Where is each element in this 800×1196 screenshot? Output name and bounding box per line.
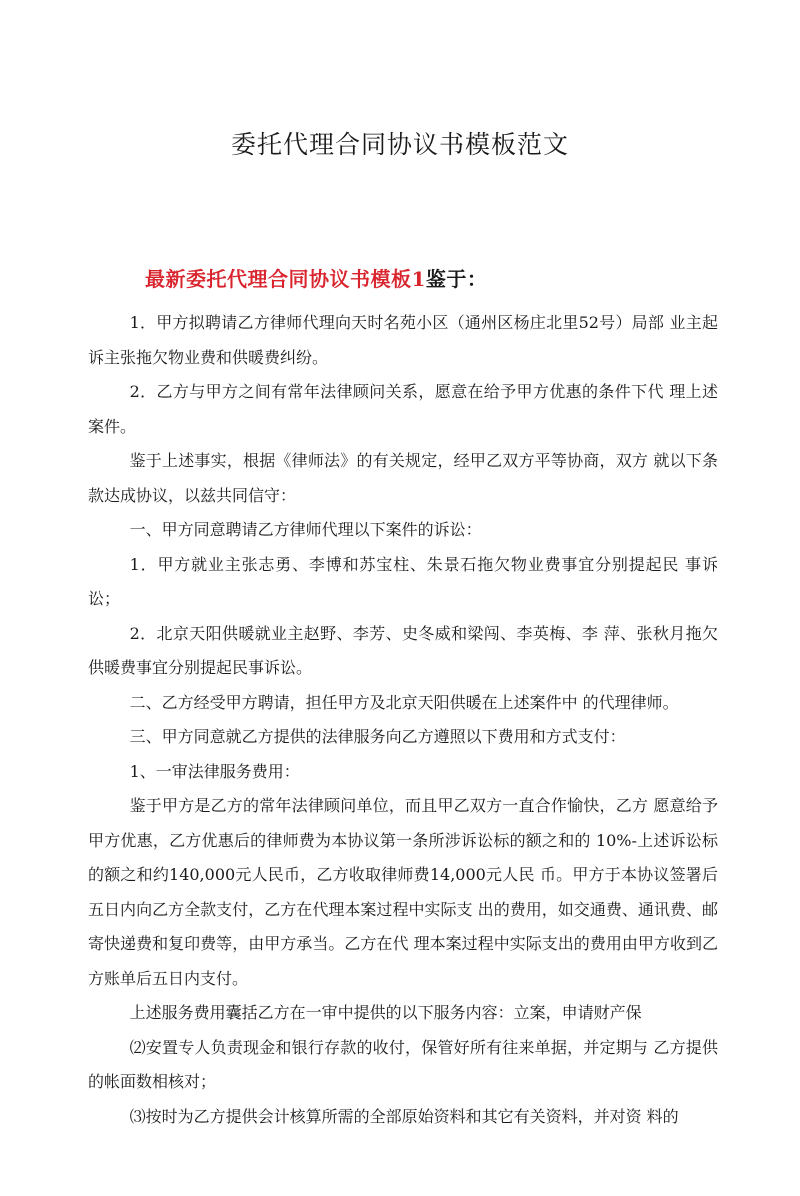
paragraph-5: 1．甲方就业主张志勇、李博和苏宝柱、朱景石拖欠物业费事宜分别提起民 事诉讼； xyxy=(88,554,718,608)
section-heading-red: 最新委托代理合同协议书模板1 xyxy=(145,267,426,291)
section-heading xyxy=(145,263,487,292)
paragraph-6: 2．北京天阳供暖就业主赵野、李芳、史冬威和梁闯、李英梅、李 萍、张秋月拖欠供暖费事宜分别提起民事诉讼。 xyxy=(88,623,718,677)
paragraph-9: 1、一审法律服务费用： xyxy=(129,761,300,781)
paragraph-8: 三、甲方同意就乙方提供的法律服务向乙方遵照以下费用和方式支付： xyxy=(129,727,626,746)
paragraph-12: ⑵安置专人负责现金和银行存款的收付，保管好所有往来单据，并定期与 乙方提供的帐面数相核对； xyxy=(88,1037,718,1091)
section-heading-black: 鉴于： xyxy=(425,267,488,291)
paragraph-4: 一、甲方同意聘请乙方律师代理以下案件的诉讼： xyxy=(129,520,482,539)
paragraph-7: 二、乙方经受甲方聘请，担任甲方及北京天阳供暖在上述案件中 的代理律师。 xyxy=(129,692,679,712)
paragraph-10: 鉴于甲方是乙方的常年法律顾问单位，而且甲乙双方一直合作愉快，乙方 愿意给予甲方优惠，乙方优惠后的律师费为本协议第一条所涉诉讼标的额之和的 10%-上述诉讼标的额之和约140,000元人民币，乙方收取律师费14,000元人民 币。甲方于本协议签署后五日内向乙方全款支付，乙方在代理本案过程中实际支 出的费用，如交通费、通讯费、邮寄快递费和复印费等，由甲方承当。乙方在代 理本案过程中实际支出的费用由甲方收到乙方账单后五日内支付。 xyxy=(88,796,718,988)
document-title: 委托代理合同协议书模板范文 xyxy=(230,130,569,159)
paragraph-13: ⑶按时为乙方提供会计核算所需的全部原始资料和其它有关资料，并对资 料的 xyxy=(129,1106,679,1126)
paragraph-3: 鉴于上述事实，根据《律师法》的有关规定，经甲乙双方平等协商，双方 就以下条款达成协议，以兹共同信守： xyxy=(88,451,718,505)
paragraph-2: 2．乙方与甲方之间有常年法律顾问关系，愿意在给予甲方优惠的条件下代 理上述案件。 xyxy=(88,382,718,436)
paragraph-11: 上述服务费用囊括乙方在一审中提供的以下服务内容：立案，申请财产保 xyxy=(129,1003,642,1022)
document-body xyxy=(88,306,718,1134)
paragraph-1: 1．甲方拟聘请乙方律师代理向天时名苑小区（通州区杨庄北里52号）局部 业主起诉主张拖欠物业费和供暖费纠纷。 xyxy=(88,313,718,367)
